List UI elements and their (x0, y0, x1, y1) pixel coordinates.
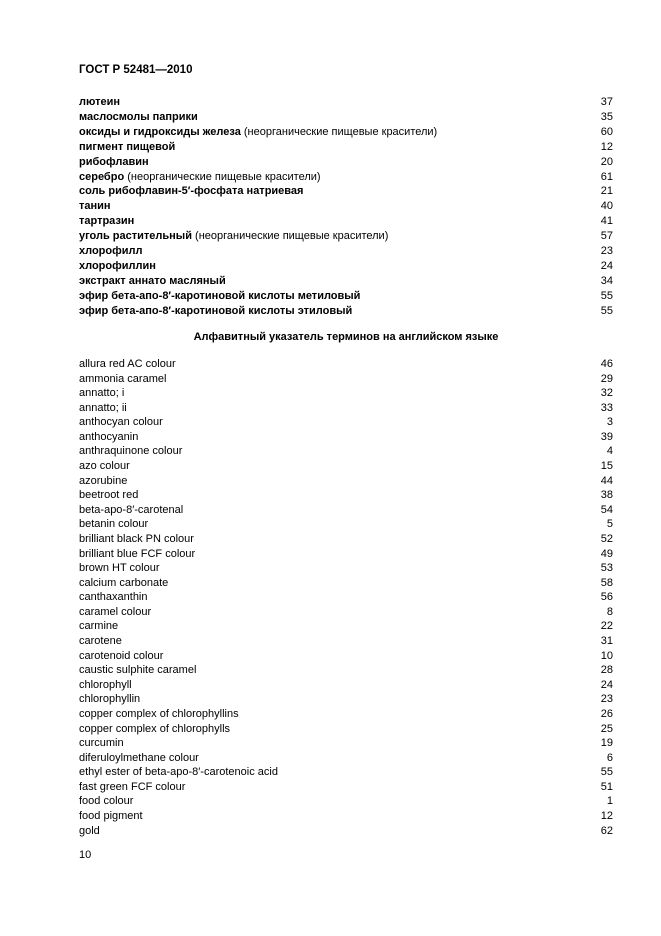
index-entry (79, 809, 613, 824)
index-term (79, 140, 175, 155)
index-term: canthaxanthin (79, 591, 148, 604)
index-term: beetroot red (79, 489, 139, 502)
index-term: caramel colour (79, 605, 152, 618)
index-entry (79, 199, 613, 214)
index-term-name: хлорофилл (79, 245, 143, 257)
index-entry (79, 430, 613, 445)
index-term-name: соль рибофлавин-5′-фосфата натриевая (79, 185, 304, 198)
index-entry (79, 634, 613, 649)
index-page-number: 12 (600, 140, 613, 153)
index-page-number: 22 (600, 620, 613, 633)
index-page-number: 61 (600, 170, 613, 183)
index-entry (79, 229, 613, 244)
index-entry (79, 707, 613, 722)
index-page-number: 44 (600, 474, 613, 487)
index-entry (79, 605, 613, 620)
index-page-number: 5 (606, 518, 613, 531)
index-term: anthocyan colour (79, 416, 163, 429)
index-page-number: 6 (606, 751, 613, 764)
index-entry (79, 170, 613, 185)
index-term: caustic sulphite caramel (79, 664, 197, 677)
index-term: gold (79, 824, 100, 837)
index-entry (79, 95, 613, 110)
index-entry (79, 590, 613, 605)
index-term: annatto; ii (79, 401, 127, 414)
index-page-number: 19 (600, 737, 613, 750)
index-entry (79, 304, 613, 319)
index-term-name: эфир бета-апо-8′-каротиновой кислоты этиловый (79, 304, 353, 317)
english-index-title: Алфавитный указатель терминов на английском языке (193, 331, 499, 343)
index-entry (79, 576, 613, 591)
index-entry (79, 289, 613, 304)
index-term-name: серебро (79, 170, 125, 183)
index-term-name: уголь растительный (79, 230, 192, 243)
index-page-number: 58 (600, 576, 613, 589)
index-entry (79, 415, 613, 430)
index-entry (79, 444, 613, 459)
index-page-number: 32 (600, 387, 613, 400)
index-term: brilliant blue FCF colour (79, 547, 196, 560)
index-term: anthraquinone colour (79, 445, 183, 458)
index-page-number: 24 (600, 678, 613, 691)
index-page-number: 21 (600, 185, 613, 198)
index-entry (79, 259, 613, 274)
index-page-number: 56 (600, 591, 613, 604)
index-page-number: 35 (600, 110, 613, 123)
index-page-number: 10 (600, 649, 613, 662)
index-entry (79, 619, 613, 634)
index-page-number: 24 (600, 259, 613, 272)
index-entry (79, 488, 613, 503)
index-term-note: (неорганические пищевые красители) (124, 170, 321, 183)
index-page-number: 52 (600, 532, 613, 545)
index-term: betanin colour (79, 518, 149, 531)
index-entry (79, 155, 613, 170)
index-entry (79, 244, 613, 259)
index-term (79, 289, 360, 304)
index-entry (79, 794, 613, 809)
index-page-number: 55 (600, 766, 613, 779)
index-page-number: 23 (600, 245, 613, 257)
index-page-number: 29 (600, 372, 613, 385)
index-entry (79, 459, 613, 474)
index-page-number: 1 (606, 795, 613, 808)
index-term (79, 110, 198, 125)
index-term-name: хлорофиллин (79, 259, 156, 272)
index-entry (79, 722, 613, 737)
index-entry (79, 678, 613, 693)
index-page-number: 55 (600, 304, 613, 317)
index-page-number: 55 (600, 289, 613, 302)
index-term: azo colour (79, 460, 130, 473)
index-entry (79, 184, 613, 199)
index-entry (79, 751, 613, 766)
index-term: carmine (79, 620, 119, 633)
index-term: brilliant black PN colour (79, 532, 194, 545)
index-term (79, 304, 352, 319)
index-entry (79, 401, 613, 416)
index-entry (79, 274, 613, 289)
index-entry (79, 357, 613, 372)
index-term: food colour (79, 795, 134, 808)
index-entry (79, 372, 613, 387)
index-entry (79, 532, 613, 547)
index-page-number: 51 (600, 780, 613, 793)
index-term-note: (неорганические пищевые красители) (191, 230, 389, 243)
index-page-number: 38 (600, 489, 613, 502)
index-term: carotenoid colour (79, 649, 164, 662)
index-term-name: рибофлавин (79, 155, 149, 168)
index-page-number: 33 (600, 401, 613, 414)
index-entry (79, 780, 613, 795)
index-page-number: 37 (600, 96, 613, 108)
index-term-name: лютеин (79, 96, 121, 108)
index-page-number: 40 (600, 200, 613, 213)
page-number: 10 (79, 849, 92, 861)
index-entry (79, 474, 613, 489)
index-term (79, 170, 321, 185)
index-page-number: 25 (600, 722, 613, 735)
index-term (79, 184, 303, 199)
index-entry (79, 649, 613, 664)
index-term (79, 199, 111, 214)
index-term: ammonia caramel (79, 372, 167, 385)
index-term: fast green FCF colour (79, 780, 186, 793)
index-entry (79, 125, 613, 140)
index-entry (79, 547, 613, 562)
index-term (79, 229, 388, 244)
index-term: chlorophyllin (79, 693, 141, 706)
index-term: beta-apo-8′-carotenal (79, 503, 184, 516)
index-term (79, 214, 134, 229)
index-page-number: 53 (600, 562, 613, 575)
index-page-number: 20 (600, 155, 613, 168)
index-term (79, 274, 226, 289)
index-term-name: оксиды и гидроксиды железа (79, 125, 241, 138)
index-entry (79, 140, 613, 155)
index-entry (79, 736, 613, 751)
index-page-number: 3 (606, 416, 613, 429)
index-term-name: эфир бета-апо-8′-каротиновой кислоты метиловый (79, 289, 361, 302)
document-header: ГОСТ Р 52481—2010 (79, 64, 193, 76)
index-page-number: 62 (600, 824, 613, 837)
index-entry (79, 561, 613, 576)
index-entry (79, 110, 613, 125)
index-entry (79, 386, 613, 401)
index-term: copper complex of chlorophyllins (79, 707, 239, 720)
index-page-number: 4 (606, 445, 613, 458)
index-page-number: 49 (600, 547, 613, 560)
index-term (79, 125, 437, 140)
index-term: curcumin (79, 737, 124, 750)
index-term-name: тартразин (79, 215, 135, 228)
index-term-name: маслосмолы паприки (79, 110, 198, 123)
index-term: allura red AC colour (79, 358, 176, 370)
index-entry (79, 765, 613, 780)
index-term: food pigment (79, 809, 143, 822)
index-term: diferuloylmethane colour (79, 751, 199, 764)
index-page-number: 41 (600, 215, 613, 228)
index-term: chlorophyll (79, 678, 132, 691)
index-page-number: 26 (600, 707, 613, 720)
index-page-number: 31 (600, 635, 613, 648)
index-page-number: 60 (600, 125, 613, 138)
index-page-number: 34 (600, 274, 613, 287)
index-term-name: танин (79, 200, 111, 213)
index-entry (79, 692, 613, 707)
index-term: ethyl ester of beta-apo-8′-carotenoic acid (79, 766, 278, 779)
index-page-number: 8 (606, 605, 613, 618)
index-page-number: 23 (600, 693, 613, 706)
index-entry (79, 517, 613, 532)
index-term: copper complex of chlorophylls (79, 722, 231, 735)
index-page-number: 54 (600, 503, 613, 516)
index-term (79, 259, 156, 274)
index-entry (79, 503, 613, 518)
index-entry (79, 824, 613, 839)
index-page-number: 39 (600, 430, 613, 443)
index-page-number: 28 (600, 664, 613, 677)
index-term: carotene (79, 635, 122, 648)
index-entry (79, 214, 613, 229)
index-page-number: 46 (600, 358, 613, 370)
index-term: brown HT colour (79, 562, 160, 575)
index-term (79, 155, 149, 170)
index-term (79, 244, 142, 259)
index-term: anthocyanin (79, 430, 139, 443)
index-page-number: 15 (600, 460, 613, 473)
index-term: calcium carbonate (79, 576, 169, 589)
index-term: annatto; i (79, 387, 125, 400)
index-page-number: 57 (600, 230, 613, 243)
index-term: azorubine (79, 474, 128, 487)
index-term-name: экстракт аннато масляный (79, 274, 226, 287)
index-term-note: (неорганические пищевые красители) (240, 125, 438, 138)
index-entry (79, 663, 613, 678)
index-term-name: пигмент пищевой (79, 140, 176, 153)
index-page-number: 12 (600, 809, 613, 822)
index-term (79, 95, 120, 110)
